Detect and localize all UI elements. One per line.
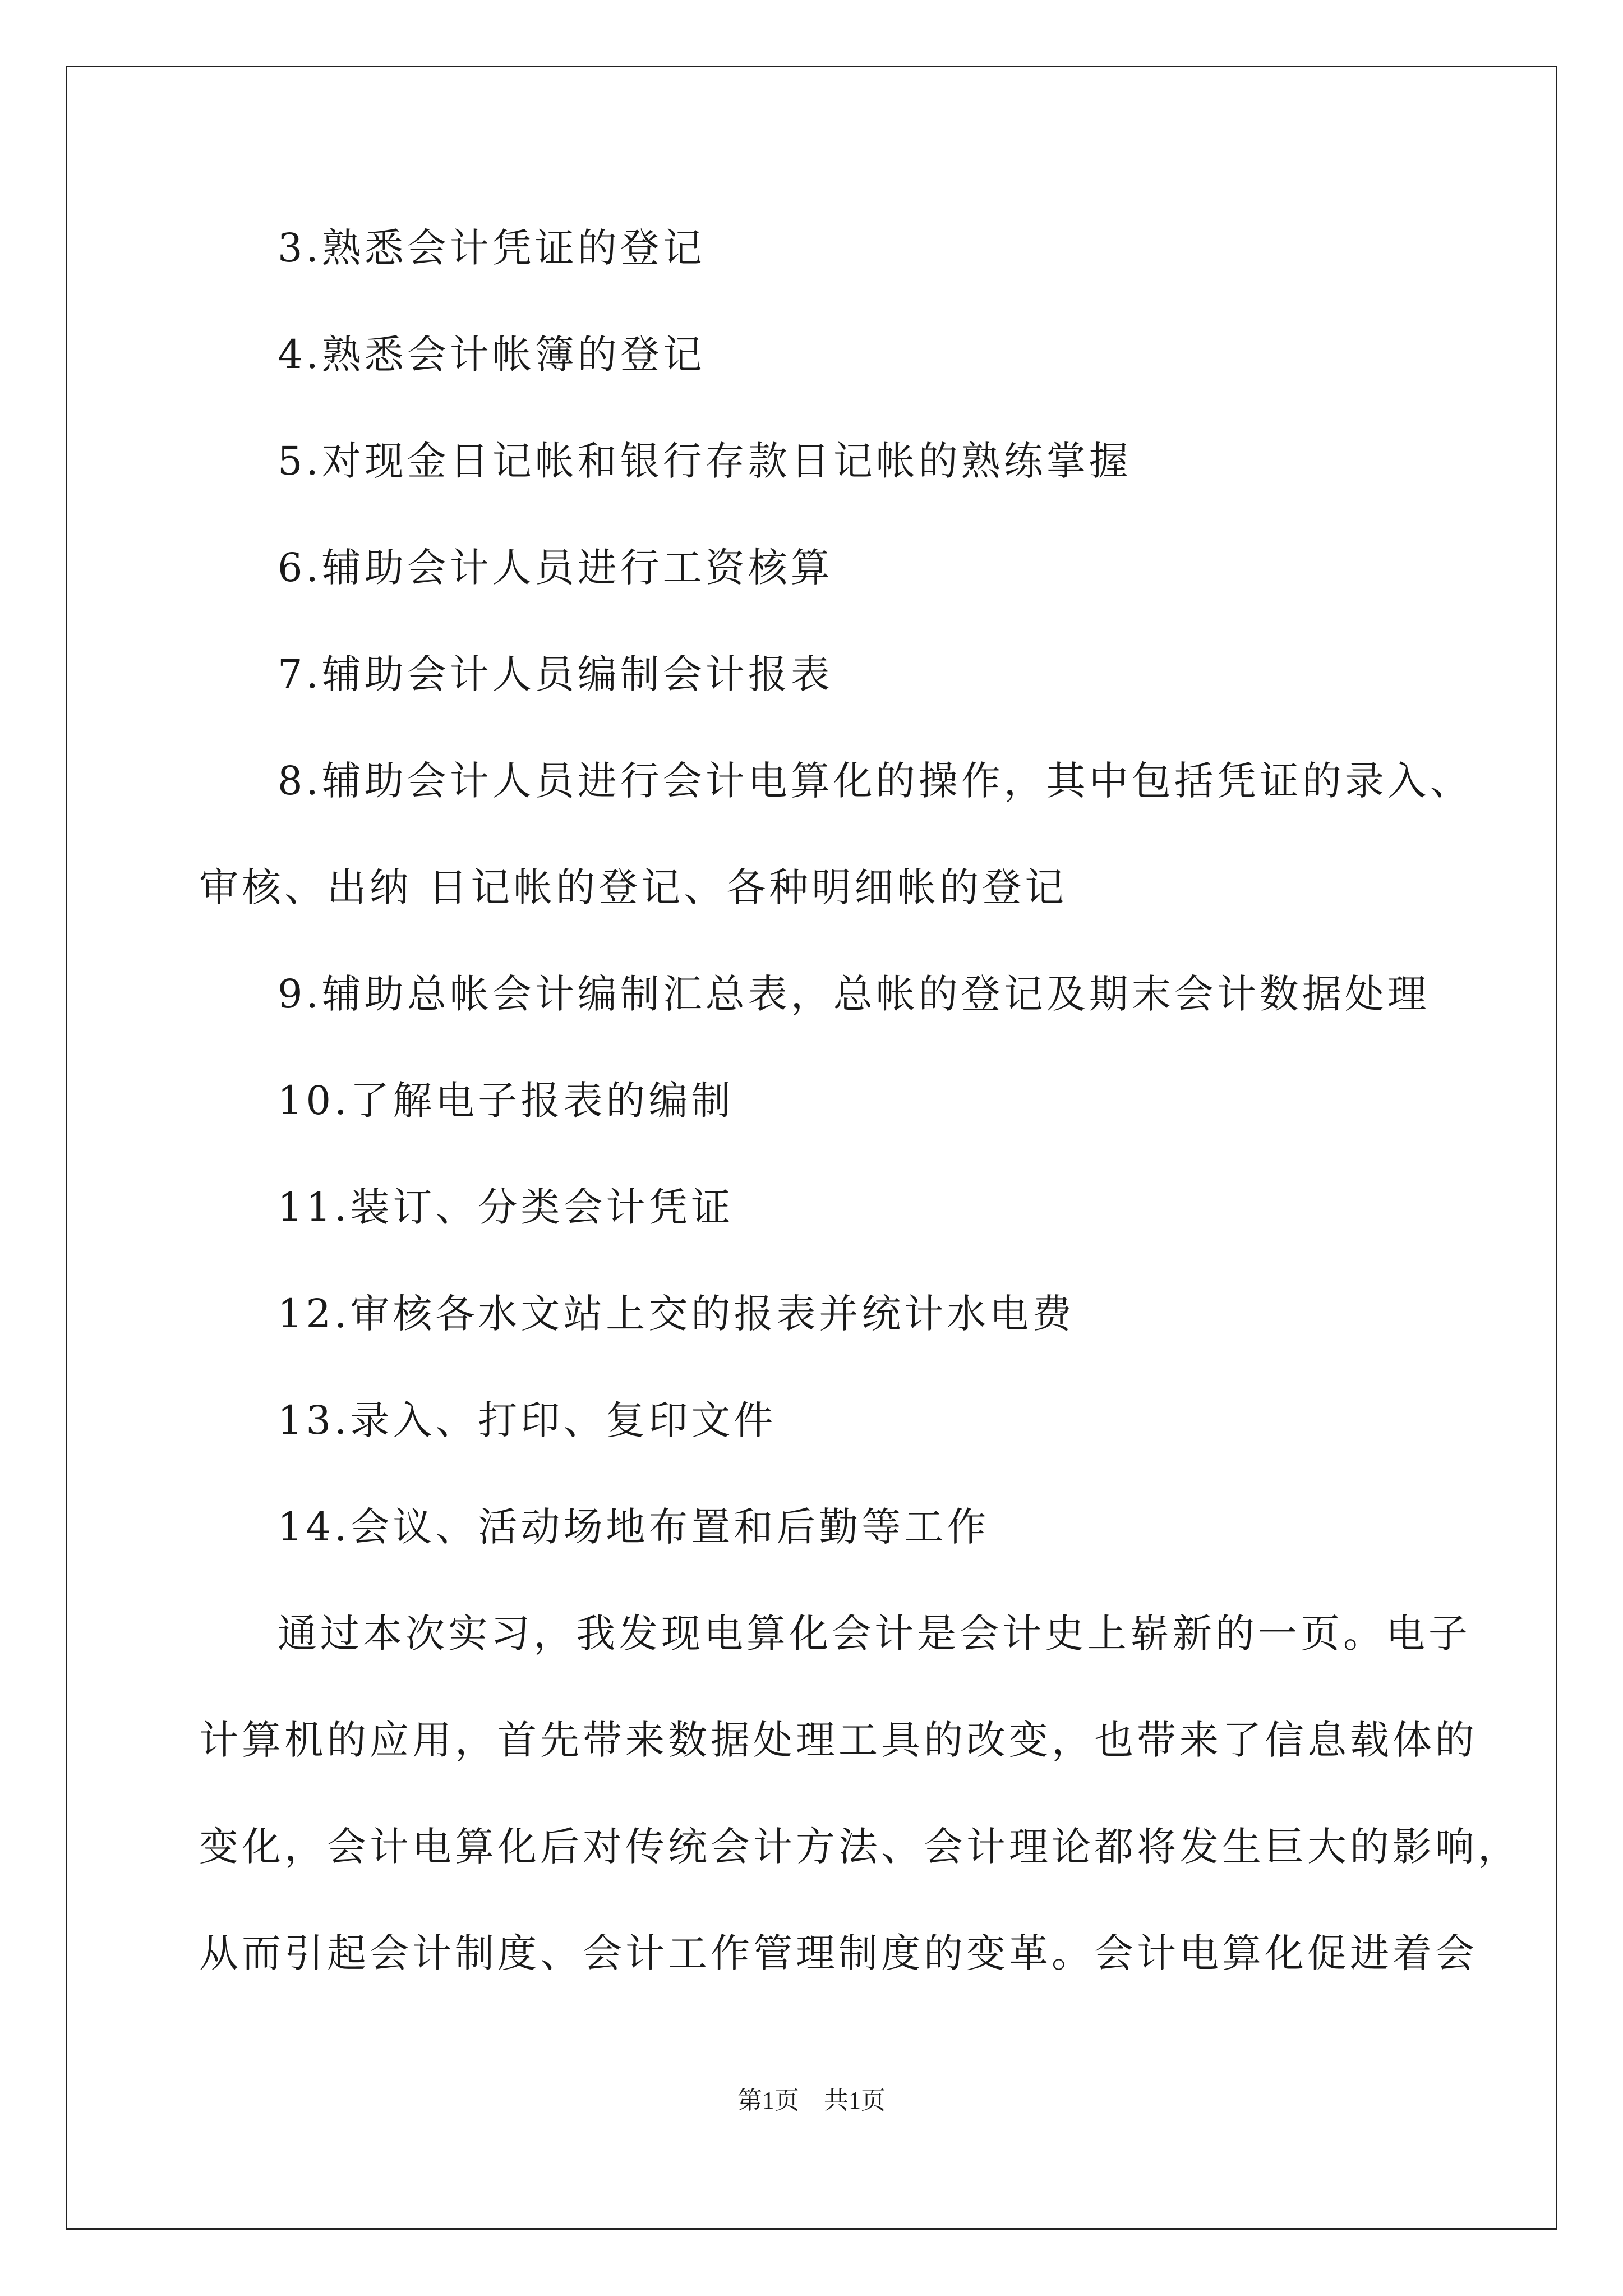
list-item: 13.录入、打印、复印文件 bbox=[278, 1397, 777, 1443]
list-item: 8.辅助会计人员进行会计电算化的操作，其中包括凭证的录入、 bbox=[278, 758, 1473, 804]
paragraph-line: 从而引起会计制度、会计工作管理制度的变革。会计电算化促进着会 bbox=[199, 1930, 1478, 1976]
page-border bbox=[66, 66, 1557, 2230]
paragraph-line: 计算机的应用，首先带来数据处理工具的改变，也带来了信息载体的 bbox=[199, 1717, 1478, 1763]
page-footer: 第1页 共1页 bbox=[737, 2087, 886, 2114]
list-item: 14.会议、活动场地布置和后勤等工作 bbox=[278, 1504, 990, 1550]
paragraph-line: 通过本次实习，我发现电算化会计是会计史上崭新的一页。电子 bbox=[278, 1611, 1471, 1657]
list-item: 11.装订、分类会计凭证 bbox=[278, 1184, 734, 1230]
list-item: 6.辅助会计人员进行工资核算 bbox=[278, 545, 833, 591]
list-item-continuation: 审核、出纳 日记帐的登记、各种明细帐的登记 bbox=[199, 864, 1068, 910]
list-item: 10.了解电子报表的编制 bbox=[278, 1078, 734, 1124]
list-item: 12.审核各水文站上交的报表并统计水电费 bbox=[278, 1291, 1075, 1337]
list-item: 4.熟悉会计帐簿的登记 bbox=[278, 332, 706, 378]
list-item: 5.对现金日记帐和银行存款日记帐的熟练掌握 bbox=[278, 438, 1132, 484]
list-item: 7.辅助会计人员编制会计报表 bbox=[278, 651, 833, 697]
list-item: 9.辅助总帐会计编制汇总表，总帐的登记及期末会计数据处理 bbox=[278, 971, 1430, 1017]
list-item: 3.熟悉会计凭证的登记 bbox=[278, 225, 706, 271]
paragraph-line: 变化，会计电算化后对传统会计方法、会计理论都将发生巨大的影响， bbox=[199, 1824, 1520, 1870]
